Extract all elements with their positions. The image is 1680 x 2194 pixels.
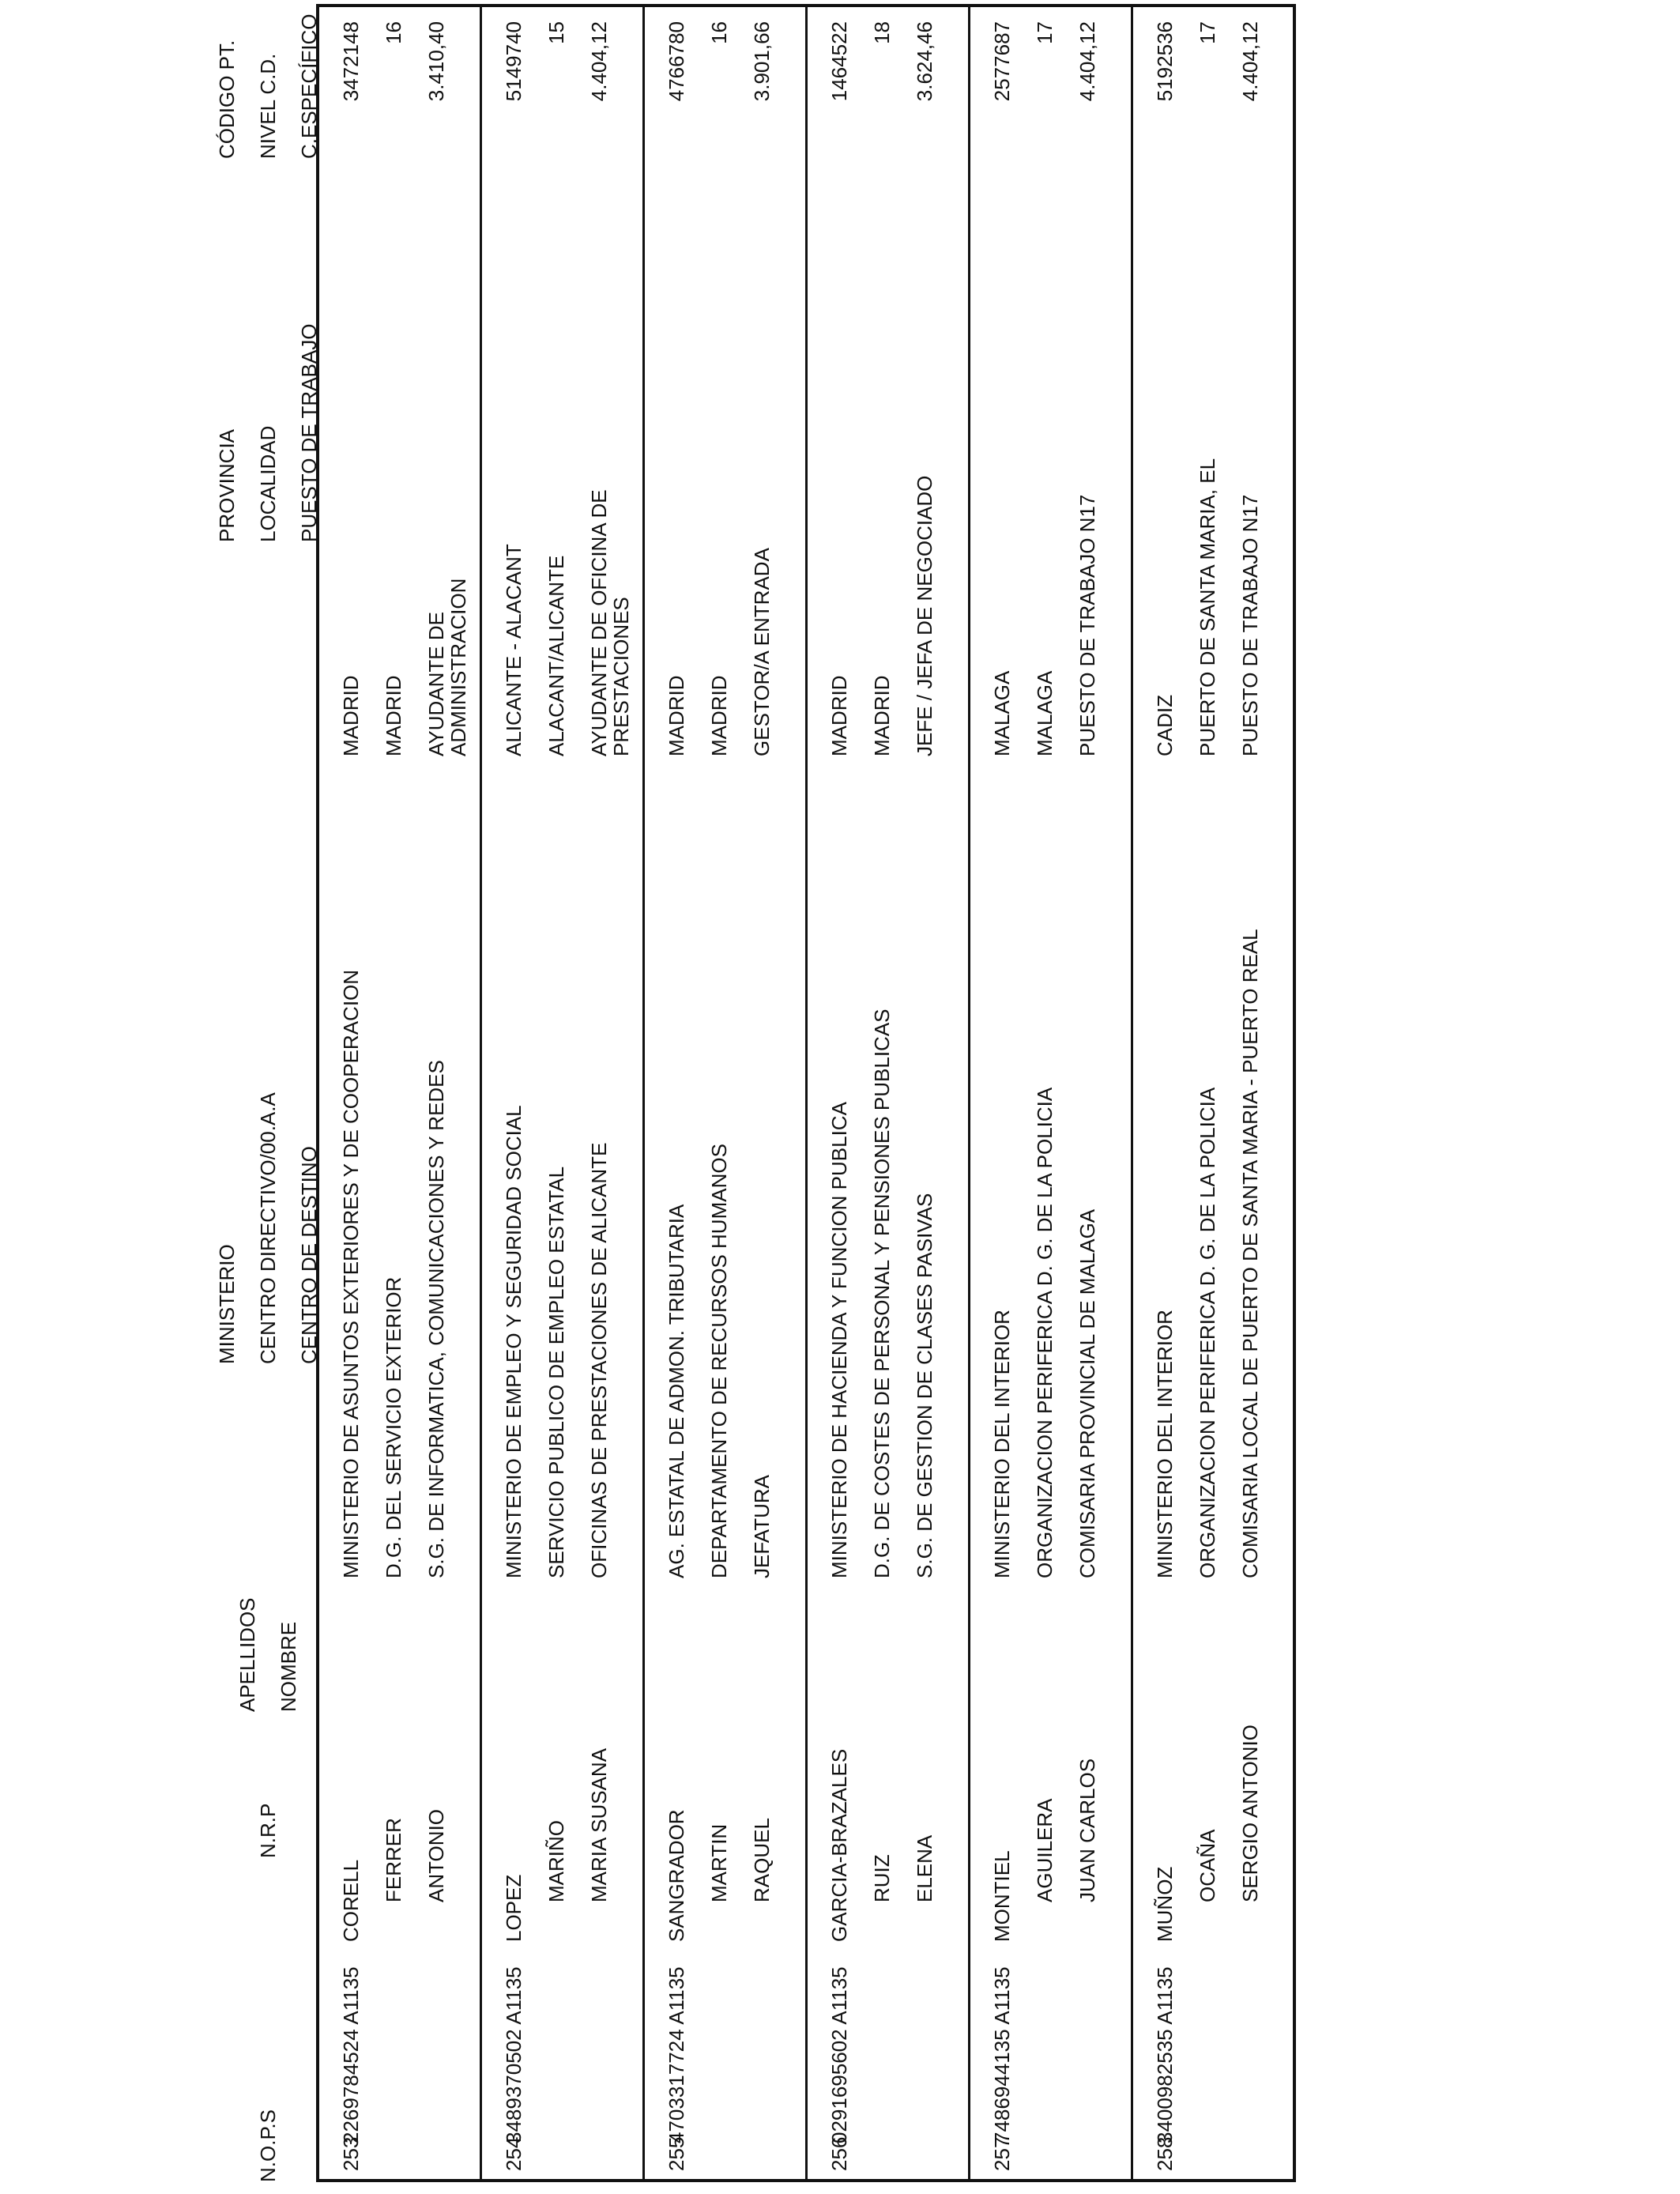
puesto-cell: AYUDANTE DE ADMINISTRACION bbox=[424, 578, 470, 756]
nivel-cell: 18 bbox=[870, 21, 894, 44]
localidad-cell: MADRID bbox=[707, 675, 731, 756]
codigo-cell: 5192536 bbox=[1153, 21, 1177, 102]
nrp-cell: 4703317724 A1135 bbox=[665, 1966, 688, 2143]
puesto-cell: AYUDANTE DE OFICINA DE PRESTACIONES bbox=[587, 489, 633, 756]
table-header bbox=[0, 0, 321, 2194]
provincia-cell: MADRID bbox=[339, 675, 363, 756]
localidad-cell: MALAGA bbox=[1033, 670, 1057, 756]
nombre-cell: RAQUEL bbox=[750, 1818, 774, 1902]
header-provincia: PROVINCIA LOCALIDAD PUESTO DE TRABAJO bbox=[215, 323, 321, 542]
apellido1-cell: CORELL bbox=[339, 1859, 363, 1942]
table-row bbox=[808, 7, 970, 2179]
apellido1-cell: LOPEZ bbox=[502, 1874, 525, 1942]
codigo-cell: 3472148 bbox=[339, 21, 363, 102]
nrp-cell: 0291695602 A1135 bbox=[827, 1966, 851, 2143]
codigo-cell: 4766780 bbox=[665, 21, 688, 102]
centro-directivo-cell: ORGANIZACION PERIFERICA D. G. DE LA POLICIA bbox=[1033, 1087, 1057, 1578]
centro-destino-cell: S.G. DE GESTION DE CLASES PASIVAS bbox=[913, 1193, 936, 1578]
nivel-cell: 17 bbox=[1196, 21, 1219, 44]
apellido1-cell: SANGRADOR bbox=[665, 1809, 688, 1942]
header-nops: N.O.P.S bbox=[256, 2109, 280, 2182]
table-row bbox=[645, 7, 808, 2179]
ministerio-cell: AG. ESTATAL DE ADMON. TRIBUTARIA bbox=[665, 1204, 688, 1578]
ministerio-cell: MINISTERIO DEL INTERIOR bbox=[1153, 1310, 1177, 1578]
centro-destino-cell: COMISARIA PROVINCIAL DE MALAGA bbox=[1075, 1208, 1099, 1578]
nombre-cell: JUAN CARLOS bbox=[1075, 1758, 1099, 1902]
especifico-cell: 4.404,12 bbox=[1238, 21, 1262, 102]
apellido2-cell: OCAÑA bbox=[1196, 1829, 1219, 1902]
ministerio-cell: MINISTERIO DE EMPLEO Y SEGURIDAD SOCIAL bbox=[502, 1105, 525, 1578]
apellido1-cell: GARCIA-BRAZALES bbox=[827, 1748, 851, 1942]
header-apellidos: APELLIDOS NOMBRE bbox=[235, 1597, 300, 1712]
nivel-cell: 16 bbox=[382, 21, 405, 44]
header-nrp: N.R.P bbox=[256, 1803, 280, 1858]
nops-cell: 257 bbox=[990, 2136, 1014, 2171]
nombre-cell: ELENA bbox=[913, 1834, 936, 1902]
provincia-cell: CADIZ bbox=[1153, 695, 1177, 756]
provincia-cell: MADRID bbox=[665, 675, 688, 756]
codigo-cell: 2577687 bbox=[990, 21, 1014, 102]
nivel-cell: 17 bbox=[1033, 21, 1057, 44]
localidad-cell: MADRID bbox=[870, 675, 894, 756]
provincia-cell: ALICANTE - ALACANT bbox=[502, 544, 525, 756]
ministerio-cell: MINISTERIO DE ASUNTOS EXTERIORES Y DE COOPERACION bbox=[339, 969, 363, 1578]
provincia-cell: MADRID bbox=[827, 675, 851, 756]
localidad-cell: PUERTO DE SANTA MARIA, EL bbox=[1196, 458, 1219, 756]
nombre-cell: SERGIO ANTONIO bbox=[1238, 1725, 1262, 1902]
centro-directivo-cell: DEPARTAMENTO DE RECURSOS HUMANOS bbox=[707, 1144, 731, 1578]
nombre-cell: ANTONIO bbox=[424, 1809, 448, 1902]
codigo-cell: 5149740 bbox=[502, 21, 525, 102]
codigo-cell: 1464522 bbox=[827, 21, 851, 102]
centro-directivo-cell: D.G. DE COSTES DE PERSONAL Y PENSIONES PUBLICAS bbox=[870, 1008, 894, 1578]
nops-cell: 256 bbox=[827, 2136, 851, 2171]
table-row bbox=[319, 7, 482, 2179]
especifico-cell: 3.410,40 bbox=[424, 21, 448, 102]
centro-directivo-cell: SERVICIO PUBLICO DE EMPLEO ESTATAL bbox=[544, 1166, 568, 1578]
puesto-cell: GESTOR/A ENTRADA bbox=[750, 548, 774, 756]
nivel-cell: 15 bbox=[544, 21, 568, 44]
centro-destino-cell: OFICINAS DE PRESTACIONES DE ALICANTE bbox=[587, 1142, 611, 1578]
nops-cell: 258 bbox=[1153, 2136, 1177, 2171]
puesto-cell: PUESTO DE TRABAJO N17 bbox=[1238, 494, 1262, 756]
nrp-cell: 2269784524 A1135 bbox=[339, 1966, 363, 2143]
provincia-cell: MALAGA bbox=[990, 670, 1014, 756]
table-row bbox=[482, 7, 645, 2179]
nrp-cell: 7486944135 A1135 bbox=[990, 1966, 1014, 2143]
especifico-cell: 4.404,12 bbox=[1075, 21, 1099, 102]
header-ministerio: MINISTERIO CENTRO DIRECTIVO/00.A.A CENTRO DE DESTINO bbox=[215, 1092, 321, 1364]
centro-destino-cell: S.G. DE INFORMATICA, COMUNICACIONES Y REDES bbox=[424, 1060, 448, 1578]
centro-destino-cell: JEFATURA bbox=[750, 1475, 774, 1578]
especifico-cell: 4.404,12 bbox=[587, 21, 611, 102]
nops-cell: 254 bbox=[502, 2136, 525, 2171]
records-table bbox=[316, 4, 1296, 2182]
apellido2-cell: AGUILERA bbox=[1033, 1798, 1057, 1902]
table-row bbox=[970, 7, 1133, 2179]
puesto-cell: JEFE / JEFA DE NEGOCIADO bbox=[913, 475, 936, 756]
centro-directivo-cell: D.G. DEL SERVICIO EXTERIOR bbox=[382, 1276, 405, 1578]
nivel-cell: 16 bbox=[707, 21, 731, 44]
nrp-cell: 3489370502 A1135 bbox=[502, 1966, 525, 2143]
centro-directivo-cell: ORGANIZACION PERIFERICA D. G. DE LA POLICIA bbox=[1196, 1087, 1219, 1578]
nombre-cell: MARIA SUSANA bbox=[587, 1747, 611, 1902]
nops-cell: 255 bbox=[665, 2136, 688, 2171]
apellido1-cell: MUÑOZ bbox=[1153, 1866, 1177, 1942]
ministerio-cell: MINISTERIO DEL INTERIOR bbox=[990, 1310, 1014, 1578]
apellido1-cell: MONTIEL bbox=[990, 1850, 1014, 1942]
localidad-cell: ALACANT/ALICANTE bbox=[544, 555, 568, 756]
ministerio-cell: MINISTERIO DE HACIENDA Y FUNCION PUBLICA bbox=[827, 1102, 851, 1578]
localidad-cell: MADRID bbox=[382, 675, 405, 756]
especifico-cell: 3.624,46 bbox=[913, 21, 936, 102]
apellido2-cell: MARIÑO bbox=[544, 1820, 568, 1902]
centro-destino-cell: COMISARIA LOCAL DE PUERTO DE SANTA MARIA - PUERTO REAL bbox=[1238, 929, 1262, 1578]
table-row bbox=[1133, 7, 1296, 2179]
puesto-cell: PUESTO DE TRABAJO N17 bbox=[1075, 494, 1099, 756]
apellido2-cell: MARTIN bbox=[707, 1823, 731, 1902]
apellido2-cell: RUIZ bbox=[870, 1854, 894, 1902]
especifico-cell: 3.901,66 bbox=[750, 21, 774, 102]
header-codigo: CÓDIGO PT. NIVEL C.D. C.ESPECÍFICO bbox=[215, 13, 321, 159]
apellido2-cell: FERRER bbox=[382, 1818, 405, 1902]
nrp-cell: 3400982535 A1135 bbox=[1153, 1966, 1177, 2143]
nops-cell: 253 bbox=[339, 2136, 363, 2171]
